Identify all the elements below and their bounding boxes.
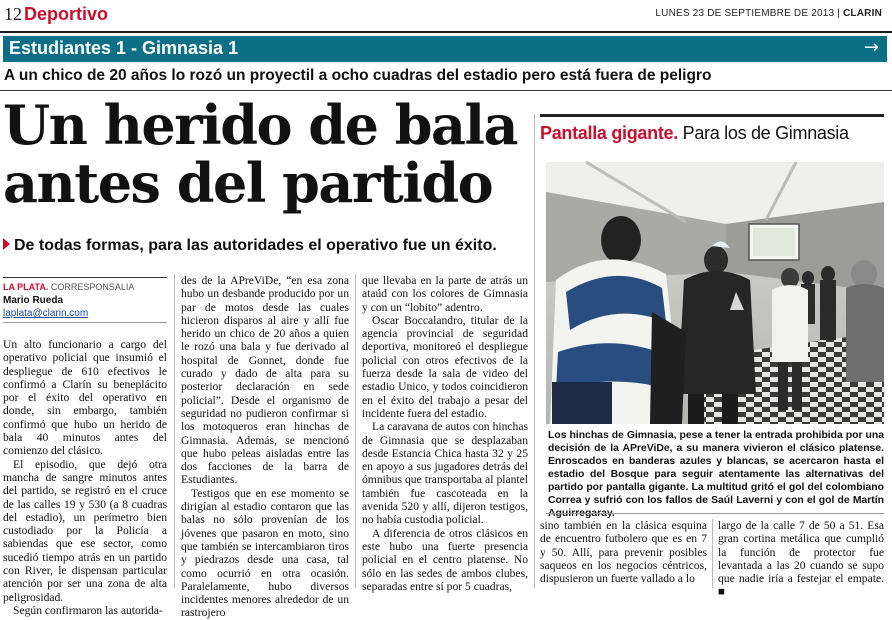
headline-line-1: Un herido de bala	[3, 93, 517, 157]
column-divider	[712, 519, 713, 588]
headline-line-2: antes del partido	[3, 151, 493, 215]
triangle-bullet-icon	[3, 238, 10, 250]
byline-rule-bottom	[3, 322, 167, 323]
sidebar-title-lead: Pantalla gigante.	[540, 123, 678, 143]
kicker: A un chico de 20 años lo rozó un proyectil a ocho cuadras del estadio pero está fuera de peligro	[4, 67, 712, 84]
article-paragraph: des de la APreViDe, “en esa zona hubo un desbande producido por un par de motos desde las cuales hicieron disparos al aire y allí fue herido un chico de 20 años a quien le rozó una bala y fue derivado al hospital de Gonnet, donde fue curado y dado de alta para su posterior declaración en sede policial”. Desde el organismo de seguridad no pudieron confirmar si los motoqueros eran hinchas de Gimnasia. Además, se mencionó que hubo peleas aisladas entre las dos facciones de la barra de Estudiantes.	[181, 274, 349, 487]
page-number: 12	[4, 4, 22, 24]
photo-caption: Los hinchas de Gimnasia, pese a tener la entrada prohibida por una decisión de la APreViDe, a su manera vivieron el clásico platense. Enroscados en banderas azules y blancas, se acercaron hasta el estadio del Bosque para seguir atentamente las alternativas del partido por pantalla gigante. La multitud gritó el gol del colombiano Correa y sufrió con los fallos de Saúl Laverni y con el gol de Martín	[548, 430, 884, 506]
arrow-right-icon: →	[863, 37, 879, 58]
byline-author: Mario Rueda	[3, 295, 64, 306]
subhead-text: De todas formas, para las autoridades el operativo fue un éxito.	[14, 237, 497, 254]
article-column-5	[718, 519, 884, 599]
kicker-rule	[0, 90, 892, 91]
section-label: Deportivo	[24, 4, 109, 24]
subhead	[3, 237, 497, 255]
article-paragraph: Un alto funcionario a cargo del operativo policial que insumió el despliegue de 610 efectivos le confirmó a Clarín su beneplácito por el éxito del operativo en donde, sin embargo, también confirmó que hubo un herido de bala 40 minutos antes del comienzo del clásico.	[3, 338, 167, 458]
caption-rule	[546, 513, 884, 514]
byline-rule	[3, 277, 167, 278]
article-column-4	[540, 519, 707, 588]
page-header	[0, 0, 892, 34]
article-paragraph: Testigos que en ese momento se dirigían al estadio contaron que las balas no sólo provenían de los jóvenes que pasaron en moto, sino que también se intercambiaron tiros y piedrazos desde una casa, tal como ocurrió en otra ocasión. Paralelamente, hubo diversos incidentes menores alrededor de un rastrojero	[181, 486, 349, 620]
dateline: LUNES 23 DE SEPTIEMBRE DE 2013 | CLARIN	[655, 8, 882, 19]
article-paragraph: Según confirmaron las autorida-	[13, 603, 163, 617]
article-paragraph: Oscar Boccalandro, titular de la agencia provincial de seguridad deportiva, monitoreó el despliegue policial con otros efectivos de la fuerza desde la sala de video del estadio Unico, y todos coincidieron en el éxito del trabajo a pesar del incidente fuera del estadio.	[362, 313, 528, 420]
article-paragraph: largo de la calle 7 de 50 a 51. Esa gran cortina metálica que cumplió la función de protector fue levantada a las 20 cuando se supo que nadie iría a festejar el empate. ■	[718, 519, 884, 599]
article-column-3	[362, 274, 528, 593]
match-banner	[3, 36, 887, 62]
article-column-2	[181, 274, 349, 620]
article-column-1	[3, 338, 167, 617]
photo-fans-watching-screen	[546, 162, 884, 424]
byline-email-link[interactable]: laplata@clarin.com	[3, 308, 89, 319]
sidebar-rule	[540, 114, 884, 117]
issue-date: LUNES 23 DE SEPTIEMBRE DE 2013	[655, 8, 835, 19]
byline-kind: CORRESPONSALIA	[50, 282, 135, 292]
sidebar-title	[540, 123, 849, 144]
article-paragraph: que llevaba en la parte de atrás un ataúd con los colores de Gimnasia y con un “lobito” adentro.	[362, 274, 528, 314]
article-paragraph: A diferencia de otros clásicos en este hubo una fuerte presencia policial en el centro platense. No sólo en las sedes de ambos clubes, separadas entre sí por 5 cuadras,	[362, 526, 528, 593]
match-score: Estudiantes 1 - Gimnasia 1	[9, 38, 239, 58]
article-paragraph: El episodio, que dejó otra mancha de sangre minutos antes del partido, se registró en el cruce de las calles 19 y 530 (a 8 cuadras del estadio), un perímetro bien custodiado por la Policía a sabiendas que ese sector, como sucedió tiempo atrás en un partido con River, le dispensan particular atención por ser una zona de alta peligrosidad.	[3, 457, 167, 604]
column-divider	[355, 274, 356, 588]
headline	[3, 93, 533, 215]
column-divider	[534, 114, 535, 588]
byline-city: LA PLATA.	[3, 282, 49, 292]
article-paragraph: La caravana de autos con hinchas de Gimnasia que se desplazaban desde Estancia Chica hasta 32 y 25 en apoyo a sus jugadores detrás del ómnibus que transportaba al plantel también fue cascoteada en la avenida 520 y allí, dijeron testigos, no había custodia policial.	[362, 420, 528, 527]
article-paragraph: sino también en la clásica esquina de encuentro futbolero que es en 7 y 50. Allí, para prevenir posibles saqueos en los negocios céntricos, dispusieron un fuerte vallado a lo	[540, 519, 707, 586]
sidebar-title-rest: Para los de Gimnasia	[682, 123, 849, 143]
brand-name: CLARIN	[843, 8, 882, 19]
column-divider	[174, 274, 175, 588]
header-rule	[0, 31, 892, 33]
byline-location	[3, 282, 134, 292]
photo-illustration	[546, 162, 884, 424]
